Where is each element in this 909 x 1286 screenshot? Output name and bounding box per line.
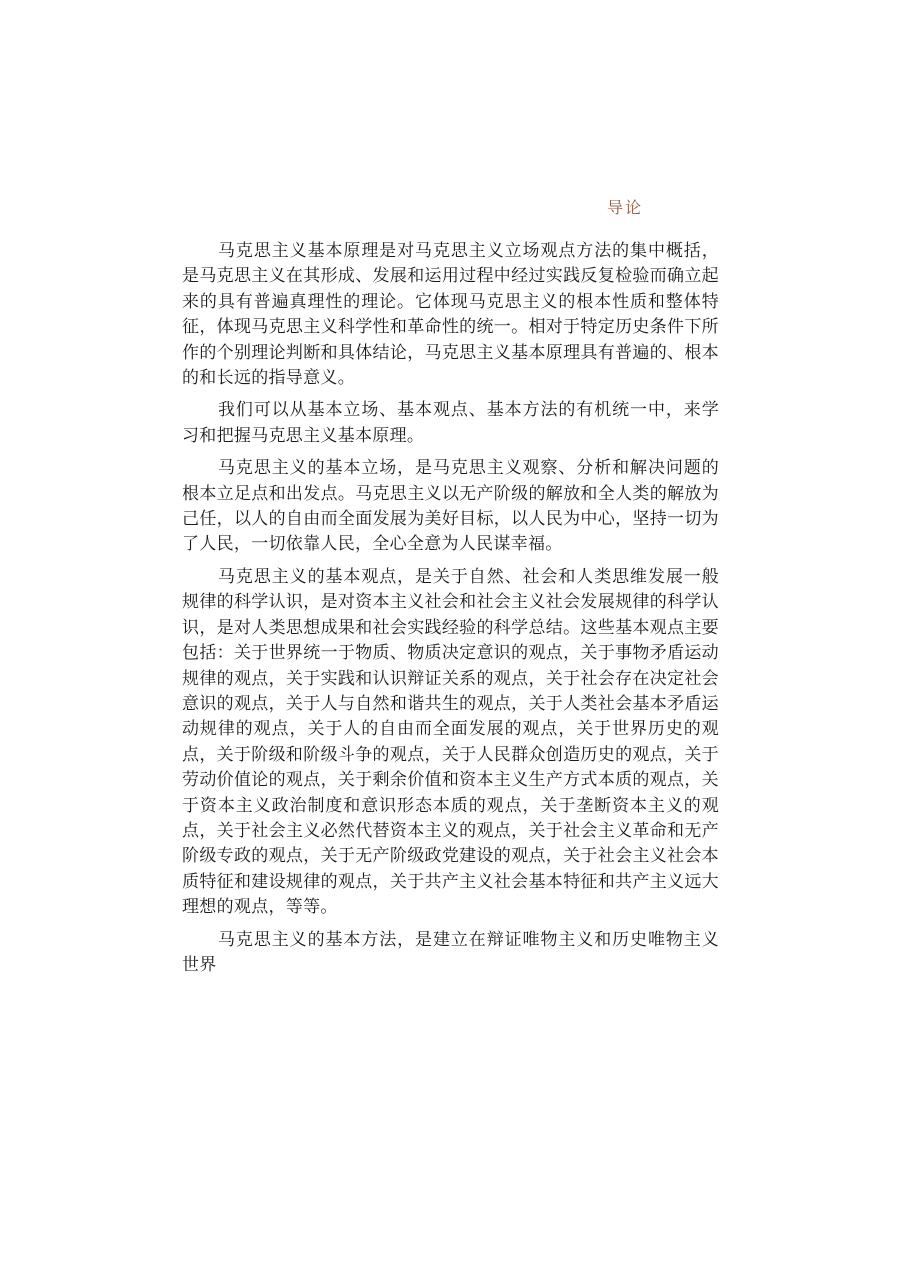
paragraph-basic-viewpoints: 马克思主义的基本观点，是关于自然、社会和人类思维发展一般规律的科学认识，是对资本主义社会和社会主义社会发展规律的科学认识，是对人类思想成果和社会实践经验的科学总结。这些基本观点主要包括：关于世界统一于物质、物质决定意识的观点，关于事物矛盾运动规律的观点，关于实践和认识辩证关系的观点，关于社会存在决定社会意识的观点，关于人与自然和谐共生的观点，关于人类社会基本矛盾运动规律的观点，关于人的自由而全面发展的观点，关于世界历史的观点，关于阶级和阶级斗争的观点，关于人民群众创造历史的观点，关于劳动价值论的观点，关于剩余价值和资本主义生产方式本质的观点，关于资本主义政治制度和意识形态本质的观点，关于垄断资本主义的观点，关于社会主义必然代替资本主义的观点，关于社会主义革命和无产阶级专政的观点，关于无产阶级政党建设的观点，关于社会主义社会本质特征和建设规律的观点，关于共产主义社会基本特征和共产主义远大理想的观点，等等。	[182, 566, 719, 918]
running-header-title: 导论	[607, 198, 644, 217]
paragraph-learning-approach: 我们可以从基本立场、基本观点、基本方法的有机统一中，来学习和把握马克思主义基本原理。	[182, 400, 719, 446]
paragraph-basic-standpoint: 马克思主义的基本立场，是马克思主义观察、分析和解决问题的根本立足点和出发点。马克思主义以无产阶级的解放和全人类的解放为己任，以人的自由而全面发展为美好目标，以人民为中心，坚持一切为了人民，一切依靠人民，全心全意为人民谋幸福。	[182, 458, 719, 555]
paragraph-basic-principles-definition: 马克思主义基本原理是对马克思主义立场观点方法的集中概括，是马克思主义在其形成、发展和运用过程中经过实践反复检验而确立起来的具有普遍真理性的理论。它体现马克思主义的根本性质和整体特征，体现马克思主义科学性和革命性的统一。相对于特定历史条件下所作的个别理论判断和具体结论，马克思主义基本原理具有普遍的、根本的和长远的指导意义。	[182, 241, 719, 389]
paragraph-basic-methods: 马克思主义的基本方法，是建立在辩证唯物主义和历史唯物主义世界	[182, 929, 719, 975]
body-text	[182, 239, 719, 985]
